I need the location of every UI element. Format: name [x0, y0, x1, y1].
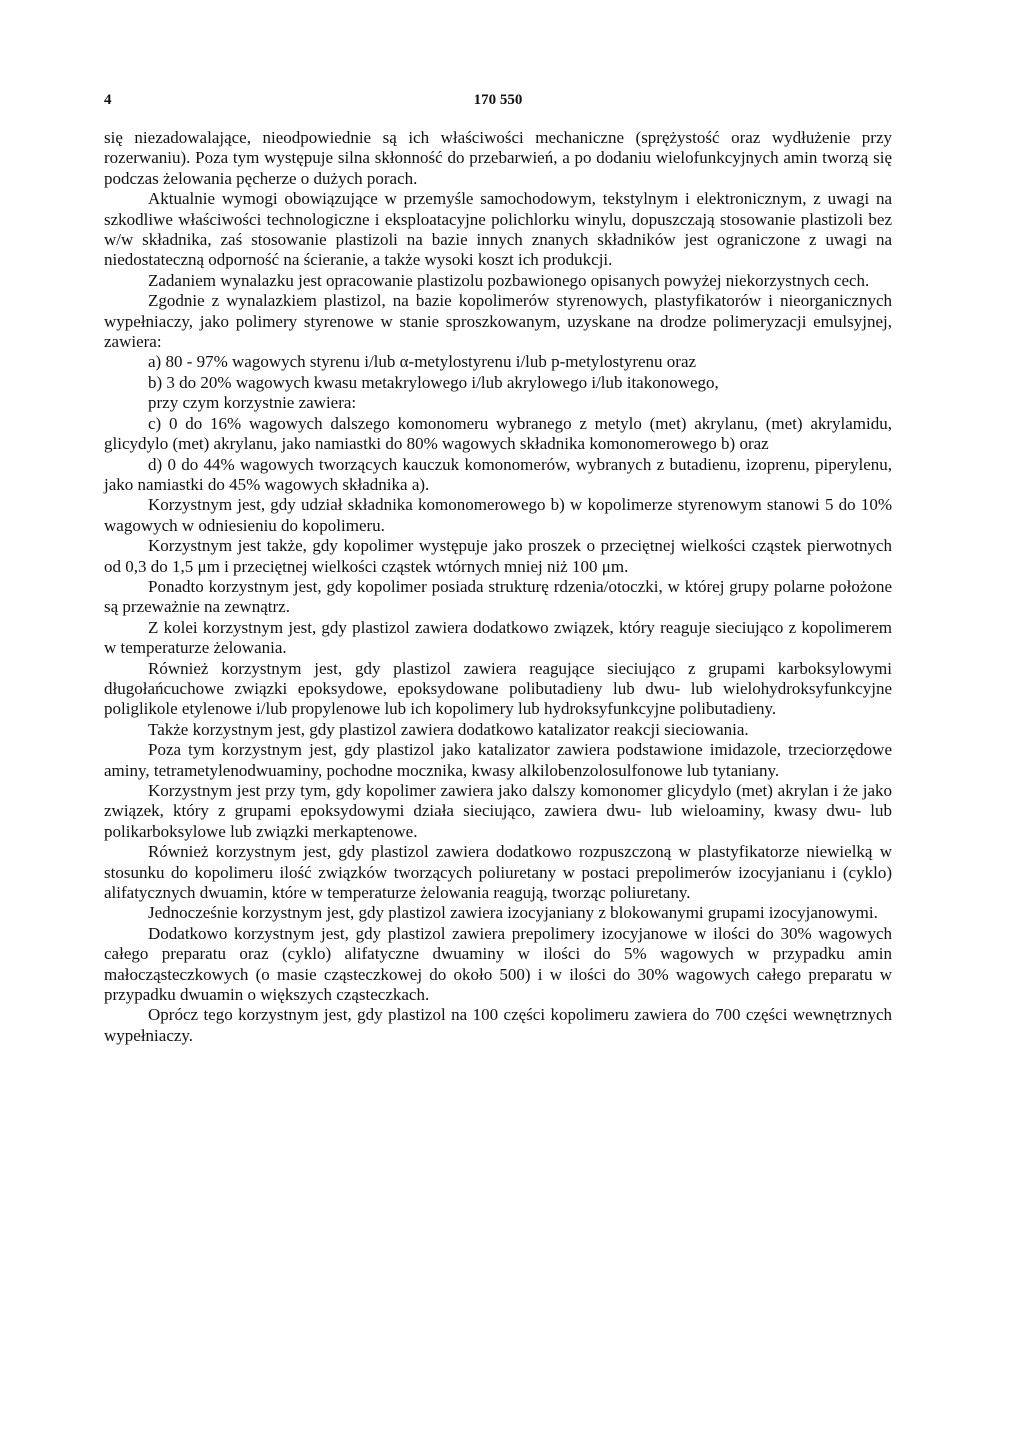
list-item: b) 3 do 20% wagowych kwasu metakrylowego i/lub akrylowego i/lub itakonowego, [148, 372, 719, 392]
paragraph: się niezadowalające, nieodpowiednie są ich właściwości mechaniczne (sprężystość oraz wydłużenie przy rozerwaniu). Poza tym występuje silna skłonność do przebarwień, a po dodaniu wielofunkcyjnych amin tworzą się podczas żelowania pęcherze o dużych porach. [104, 128, 892, 188]
list-item: c) 0 do 16% wagowych dalszego komonomeru wybranego z metylo (met) akrylanu, (met) akrylamidu, glicydylo (met) akrylanu, jako namiastki do 80% wagowych składnika komonomerowego b) oraz [104, 413, 892, 454]
paragraph: Jednocześnie korzystnym jest, gdy plastizol zawiera izocyjaniany z blokowanymi grupami izocyjanowymi. [148, 903, 878, 923]
paragraph: Zadaniem wynalazku jest opracowanie plastizolu pozbawionego opisanych powyżej niekorzystnych cech. [148, 270, 870, 290]
paragraph: Aktualnie wymogi obowiązujące w przemyśle samochodowym, tekstylnym i elektronicznym, z uwagi na szkodliwe właściwości technologiczne i eksploatacyjne polichlorku winylu, dopuszczają stosowanie plastizoli bez w/w składnika, zaś stosowanie plastizoli na bazie innych znanych składników jest ograniczone z uwagi na niedostateczną odporność na ścieranie, a także wysoki koszt ich produkcji. [104, 189, 892, 270]
paragraph: Ponadto korzystnym jest, gdy kopolimer posiada strukturę rdzenia/otoczki, w której grupy polarne położone są przeważnie na zewnątrz. [104, 576, 892, 617]
document-body [104, 128, 892, 1046]
paragraph: Oprócz tego korzystnym jest, gdy plastizol na 100 części kopolimeru zawiera do 700 części wewnętrznych wypełniaczy. [104, 1005, 892, 1045]
paragraph: Także korzystnym jest, gdy plastizol zawiera dodatkowo katalizator reakcji sieciowania. [148, 719, 749, 739]
list-item: przy czym korzystnie zawiera: [148, 393, 357, 413]
paragraph: Również korzystnym jest, gdy plastizol zawiera dodatkowo rozpuszczoną w plastyfikatorze niewielką w stosunku do kopolimeru ilość związków tworzących poliuretany w postaci prepolimerów izocyjanianu i (cyklo) alifatycznych dwuamin, które w temperaturze żelowania reagują, tworząc poliuretany. [104, 842, 892, 903]
paragraph: Korzystnym jest, gdy udział składnika komonomerowego b) w kopolimerze styrenowym stanowi 5 do 10% wagowych w odniesieniu do kopolimeru. [104, 495, 892, 535]
patent-number: 170 550 [473, 92, 523, 108]
page-number: 4 [104, 92, 112, 108]
paragraph: Korzystnym jest przy tym, gdy kopolimer zawiera jako dalszy komonomer glicydylo (met) akrylan i że jako związek, który z grupami epoksydowymi działa sieciująco, zawiera dwu- lub wieloaminy, kwasy dwu- lub polikarboksylowe lub związki merkaptenowe. [104, 781, 892, 841]
list-item: d) 0 do 44% wagowych tworzących kauczuk komonomerów, wybranych z butadienu, izoprenu, piperylenu, jako namiastki do 45% wagowych składnika a). [104, 454, 892, 494]
paragraph: Zgodnie z wynalazkiem plastizol, na bazie kopolimerów styrenowych, plastyfikatorów i nieorganicznych wypełniaczy, jako polimery styrenowe w stanie sproszkowanym, uzyskane na drodze polimeryzacji emulsyjnej, zawiera: [104, 291, 892, 352]
document-page [104, 92, 892, 1046]
paragraph: Korzystnym jest także, gdy kopolimer występuje jako proszek o przeciętnej wielkości cząstek pierwotnych od 0,3 do 1,5 μm i przeciętnej wielkości cząstek wtórnych mniej niż 100 μm. [104, 536, 892, 576]
paragraph: Dodatkowo korzystnym jest, gdy plastizol zawiera prepolimery izocyjanowe w ilości do 30% wagowych całego preparatu oraz (cyklo) alifatyczne dwuaminy w ilości do 5% wagowych w przypadku amin małocząsteczkowych (o masie cząsteczkowej do około 500) i w ilości do 30% wagowych całego preparatu w przypadku dwuamin o większych cząsteczkach. [104, 923, 892, 1005]
paragraph: Poza tym korzystnym jest, gdy plastizol jako katalizator zawiera podstawione imidazole, trzeciorzędowe aminy, tetrametylenodwuaminy, pochodne mocznika, kwasy alkilobenzolosulfonowe lub tytaniany. [104, 740, 892, 780]
page-header [104, 92, 892, 116]
paragraph: Również korzystnym jest, gdy plastizol zawiera reagujące sieciująco z grupami karboksylowymi długołańcuchowe związki epoksydowe, epoksydowane polibutadieny lub dwu- lub wielohydroksyfunkcyjne poliglikole etylenowe i/lub propylenowe lub ich kopolimery lub hydroksyfunkcyjne polibutadieny. [104, 658, 892, 719]
list-item: a) 80 - 97% wagowych styrenu i/lub α-metylostyrenu i/lub p-metylostyrenu oraz [148, 352, 697, 372]
paragraph: Z kolei korzystnym jest, gdy plastizol zawiera dodatkowo związek, który reaguje sieciująco z kopolimerem w temperaturze żelowania. [104, 617, 892, 658]
